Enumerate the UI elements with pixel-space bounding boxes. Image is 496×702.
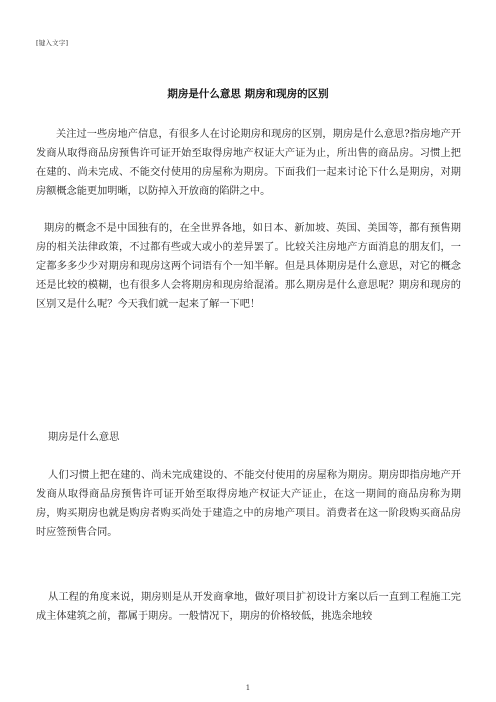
intro-paragraph-1: 关注过一些房地产信息，有很多人在讨论期房和现房的区别，期房是什么意思?指房地产开发商从取得商品房预售许可证开始至取得房地产权证大产证为止，所出售的商品房。习惯上把在建的、尚未完成、不能交付使用的房屋称为期房。下面我们一起来讨论下什么是期房，对期房额概念能更加明晰，以防掉入开放商的陷阱之中。 xyxy=(36,129,461,197)
page-number: 1 xyxy=(245,684,251,692)
section-heading: 期房是什么意思 xyxy=(48,432,120,443)
section-paragraph-1: 人们习惯上把在建的、尚未完成建设的、不能交付使用的房屋称为期房。期房即指房地产开发商从取得商品房预售许可证开始至取得房地产权证大产证止，在这一期间的商品房称为期房，购买期房也就是购房者购买尚处于建造之中的房地产项目。消费者在这一阶段购买商品房时应签预售合同。 xyxy=(36,470,461,538)
section-paragraph-2: 从工程的角度来说，期房则是从开发商拿地，做好项目扩初设计方案以后一直到工程施工完成主体建筑之前，都属于期房。一般情况下，期房的价格较低，挑选余地较 xyxy=(36,592,461,622)
document-title: 期房是什么意思 期房和现房的区别 xyxy=(167,88,329,100)
header-placeholder-text: [键入文字] xyxy=(36,39,69,47)
intro-paragraph-2: 期房的概念不是中国独有的，在全世界各地，如日本、新加坡、英国、美国等，都有预售期房的相关法律政策，不过都有些或大或小的差异罢了。比较关注房地产方面消息的朋友们，一定都多多少少对期房和现房这两个词语有个一知半解。但是具体期房是什么意思，对它的概念还是比较的模糊，也有很多人会将期房和现房给混淆。那么期房是什么意思呢？期房和现房的区别又是什么呢？今天我们就一起来了解一下吧！ xyxy=(36,223,461,310)
